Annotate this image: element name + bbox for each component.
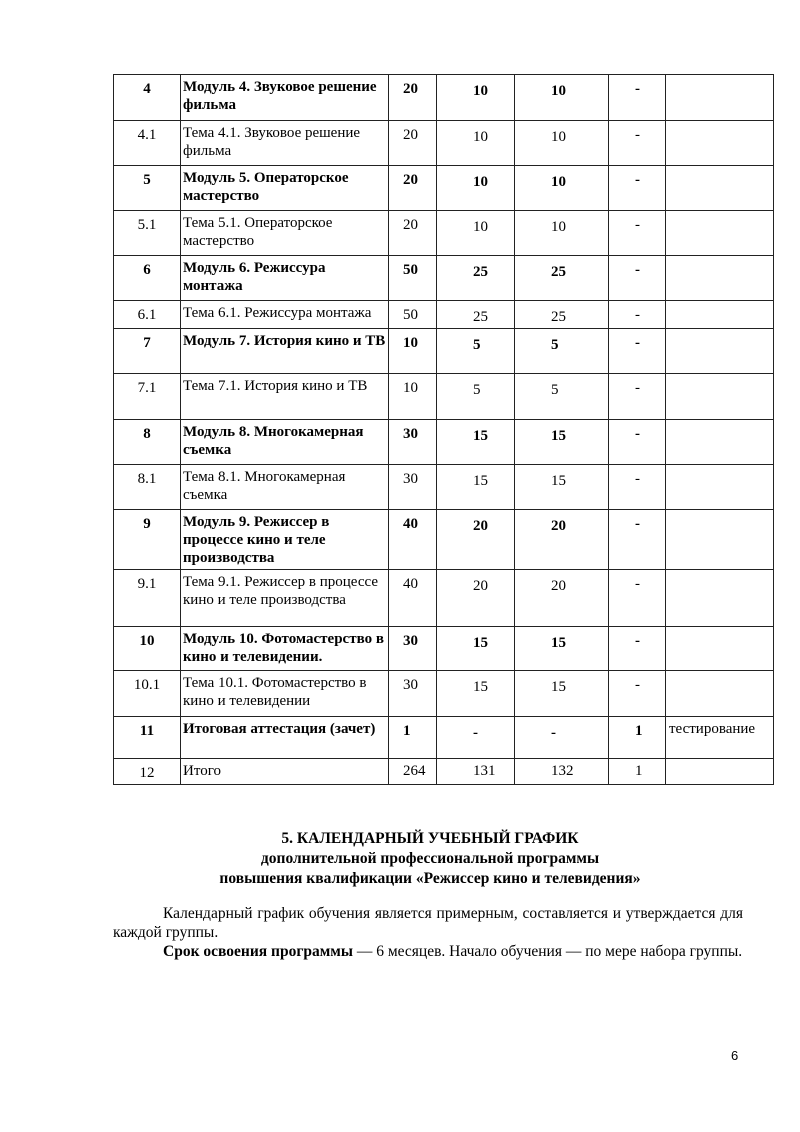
lecture-hours: 15 bbox=[437, 465, 515, 510]
section-subtitle-line-2: повышения квалификации «Режиссер кино и телевидения» bbox=[219, 870, 641, 887]
assessment-form bbox=[666, 374, 774, 420]
row-number: 5 bbox=[114, 166, 181, 211]
row-title: Итого bbox=[181, 759, 389, 785]
assessment-form bbox=[666, 121, 774, 166]
total-row bbox=[114, 759, 774, 785]
assessment-hours: - bbox=[609, 570, 666, 627]
practice-hours: 10 bbox=[515, 75, 609, 121]
row-title: Итоговая аттестация (зачет) bbox=[181, 717, 389, 759]
assessment-form bbox=[666, 329, 774, 374]
assessment-hours: - bbox=[609, 510, 666, 570]
section-heading bbox=[0, 829, 800, 889]
total-hours: 20 bbox=[389, 211, 437, 256]
row-number: 6.1 bbox=[114, 301, 181, 329]
assessment-hours: - bbox=[609, 75, 666, 121]
assessment-form bbox=[666, 166, 774, 211]
total-hours: 20 bbox=[389, 75, 437, 121]
assessment-hours: - bbox=[609, 374, 666, 420]
page-number: 6 bbox=[731, 1048, 739, 1063]
row-title: Тема 10.1. Фотомастерство в кино и телевидении bbox=[181, 671, 389, 717]
practice-hours: 10 bbox=[515, 166, 609, 211]
row-number: 11 bbox=[114, 717, 181, 759]
total-hours: 40 bbox=[389, 510, 437, 570]
assessment-hours: - bbox=[609, 301, 666, 329]
module-row bbox=[114, 166, 774, 211]
row-title: Модуль 10. Фотомастерство в кино и телевидении. bbox=[181, 627, 389, 671]
row-title: Тема 7.1. История кино и ТВ bbox=[181, 374, 389, 420]
row-title: Тема 5.1. Операторское мастерство bbox=[181, 211, 389, 256]
topic-row bbox=[114, 121, 774, 166]
lecture-hours: - bbox=[437, 717, 515, 759]
row-title: Модуль 6. Режиссура монтажа bbox=[181, 256, 389, 301]
assessment-form: тестирование bbox=[666, 717, 774, 759]
lecture-hours: 15 bbox=[437, 420, 515, 465]
total-hours: 30 bbox=[389, 627, 437, 671]
lecture-hours: 25 bbox=[437, 256, 515, 301]
topic-row bbox=[114, 465, 774, 510]
body-text bbox=[113, 904, 743, 961]
duration-text: — 6 месяцев. Начало обучения — по мере набора группы. bbox=[352, 943, 743, 960]
lecture-hours: 15 bbox=[437, 627, 515, 671]
assessment-hours: - bbox=[609, 420, 666, 465]
total-hours: 30 bbox=[389, 671, 437, 717]
row-title: Тема 6.1. Режиссура монтажа bbox=[181, 301, 389, 329]
duration-paragraph bbox=[113, 942, 743, 961]
row-number: 5.1 bbox=[114, 211, 181, 256]
lecture-hours: 15 bbox=[437, 671, 515, 717]
practice-hours: 20 bbox=[515, 570, 609, 627]
lecture-hours: 20 bbox=[437, 510, 515, 570]
module-row bbox=[114, 420, 774, 465]
total-hours: 30 bbox=[389, 420, 437, 465]
assessment-form bbox=[666, 256, 774, 301]
total-hours: 40 bbox=[389, 570, 437, 627]
total-hours: 20 bbox=[389, 121, 437, 166]
assessment-hours: - bbox=[609, 121, 666, 166]
lecture-hours: 10 bbox=[437, 121, 515, 166]
row-number: 10.1 bbox=[114, 671, 181, 717]
assessment-hours: - bbox=[609, 166, 666, 211]
row-title: Модуль 9. Режиссер в процессе кино и теле производства bbox=[181, 510, 389, 570]
topic-row bbox=[114, 671, 774, 717]
total-hours: 1 bbox=[389, 717, 437, 759]
practice-hours: 5 bbox=[515, 374, 609, 420]
topic-row bbox=[114, 570, 774, 627]
topic-row bbox=[114, 374, 774, 420]
assessment-hours: - bbox=[609, 256, 666, 301]
assessment-form bbox=[666, 759, 774, 785]
module-row bbox=[114, 510, 774, 570]
assessment-form bbox=[666, 627, 774, 671]
lecture-hours: 5 bbox=[437, 329, 515, 374]
row-title: Тема 4.1. Звуковое решение фильма bbox=[181, 121, 389, 166]
assessment-hours: - bbox=[609, 211, 666, 256]
practice-hours: 15 bbox=[515, 420, 609, 465]
row-number: 7.1 bbox=[114, 374, 181, 420]
assessment-hours: 1 bbox=[609, 717, 666, 759]
module-row bbox=[114, 75, 774, 121]
assessment-form bbox=[666, 671, 774, 717]
assessment-hours: 1 bbox=[609, 759, 666, 785]
practice-hours: 10 bbox=[515, 211, 609, 256]
assessment-form bbox=[666, 301, 774, 329]
practice-hours: 15 bbox=[515, 671, 609, 717]
total-hours: 50 bbox=[389, 301, 437, 329]
row-number: 6 bbox=[114, 256, 181, 301]
assessment-form bbox=[666, 75, 774, 121]
row-number: 9.1 bbox=[114, 570, 181, 627]
lecture-hours: 10 bbox=[437, 166, 515, 211]
assessment-hours: - bbox=[609, 671, 666, 717]
row-title: Модуль 7. История кино и ТВ bbox=[181, 329, 389, 374]
module-row bbox=[114, 627, 774, 671]
assessment-form bbox=[666, 420, 774, 465]
assessment-form bbox=[666, 465, 774, 510]
row-number: 8.1 bbox=[114, 465, 181, 510]
row-number: 12 bbox=[114, 759, 181, 785]
total-hours: 50 bbox=[389, 256, 437, 301]
section-title: 5. КАЛЕНДАРНЫЙ УЧЕБНЫЙ ГРАФИК bbox=[281, 830, 579, 847]
row-title: Тема 8.1. Многокамерная съемка bbox=[181, 465, 389, 510]
lecture-hours: 10 bbox=[437, 75, 515, 121]
assessment-form bbox=[666, 510, 774, 570]
practice-hours: 25 bbox=[515, 256, 609, 301]
row-title: Модуль 8. Многокамерная съемка bbox=[181, 420, 389, 465]
total-hours: 20 bbox=[389, 166, 437, 211]
row-number: 4 bbox=[114, 75, 181, 121]
total-hours: 10 bbox=[389, 374, 437, 420]
lecture-hours: 10 bbox=[437, 211, 515, 256]
practice-hours: 10 bbox=[515, 121, 609, 166]
module-row bbox=[114, 256, 774, 301]
assessment-form bbox=[666, 570, 774, 627]
assessment-hours: - bbox=[609, 465, 666, 510]
curriculum-table bbox=[113, 74, 774, 785]
schedule-paragraph: Календарный график обучения является примерным, составляется и утверждается для каждой группы. bbox=[113, 905, 743, 941]
topic-row bbox=[114, 211, 774, 256]
assessment-hours: - bbox=[609, 627, 666, 671]
lecture-hours: 20 bbox=[437, 570, 515, 627]
lecture-hours: 25 bbox=[437, 301, 515, 329]
module-row bbox=[114, 717, 774, 759]
total-hours: 10 bbox=[389, 329, 437, 374]
row-title: Модуль 4. Звуковое решение фильма bbox=[181, 75, 389, 121]
row-number: 4.1 bbox=[114, 121, 181, 166]
practice-hours: 20 bbox=[515, 510, 609, 570]
topic-row bbox=[114, 301, 774, 329]
row-number: 8 bbox=[114, 420, 181, 465]
section-subtitle-line-1: дополнительной профессиональной программы bbox=[260, 850, 600, 867]
practice-hours: 25 bbox=[515, 301, 609, 329]
row-title: Тема 9.1. Режиссер в процессе кино и теле производства bbox=[181, 570, 389, 627]
lecture-hours: 5 bbox=[437, 374, 515, 420]
row-number: 9 bbox=[114, 510, 181, 570]
total-hours: 30 bbox=[389, 465, 437, 510]
row-number: 7 bbox=[114, 329, 181, 374]
curriculum-table-body bbox=[114, 75, 774, 785]
practice-hours: 5 bbox=[515, 329, 609, 374]
practice-hours: 15 bbox=[515, 465, 609, 510]
practice-hours: - bbox=[515, 717, 609, 759]
module-row bbox=[114, 329, 774, 374]
row-title: Модуль 5. Операторское мастерство bbox=[181, 166, 389, 211]
practice-hours: 132 bbox=[515, 759, 609, 785]
lecture-hours: 131 bbox=[437, 759, 515, 785]
row-number: 10 bbox=[114, 627, 181, 671]
total-hours: 264 bbox=[389, 759, 437, 785]
assessment-form bbox=[666, 211, 774, 256]
duration-label: Срок освоения программы bbox=[163, 943, 353, 960]
assessment-hours: - bbox=[609, 329, 666, 374]
practice-hours: 15 bbox=[515, 627, 609, 671]
